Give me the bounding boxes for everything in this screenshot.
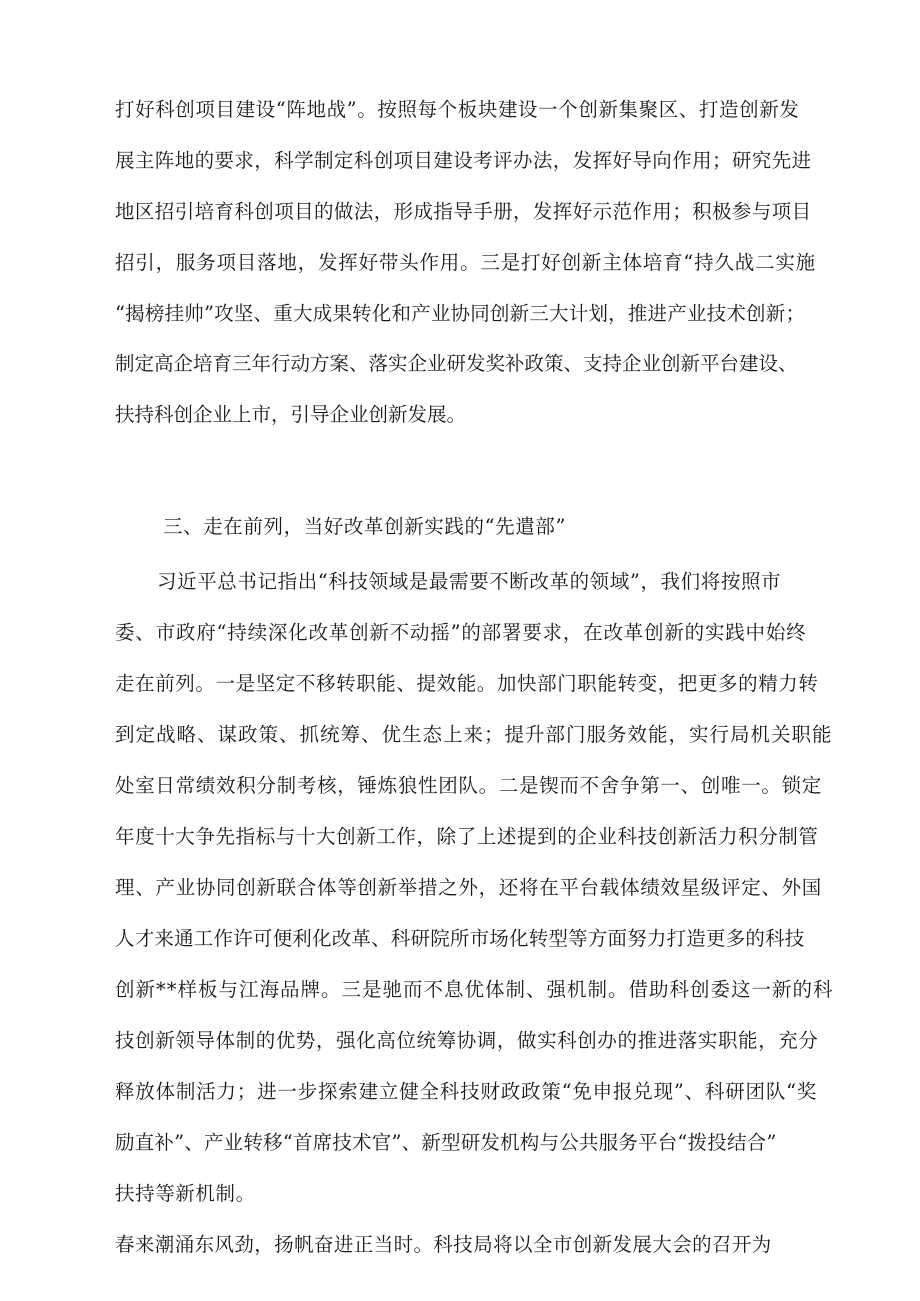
paragraph-2-line-2: 委、市政府“持续深化改革创新不动摇”的部署要求，在改革创新的实践中始终 <box>115 621 807 644</box>
paragraph-2-line-13: 扶持等新机制。 <box>115 1182 256 1205</box>
section-heading: 三、走在前列，当好改革创新实践的“先遣部” <box>163 515 567 538</box>
paragraph-2-line-5: 处室日常绩效积分制考核，锤炼狼性团队。二是锲而不舍争第一、创唯一。锁定 <box>115 774 823 797</box>
paragraph-1-line-5: “揭榜挂帅”攻坚、重大成果转化和产业协同创新三大计划，推进产业技术创新； <box>115 302 806 325</box>
paragraph-2-line-4: 到定战略、谋政策、抓统筹、优生态上来；提升部门服务效能，实行局机关职能 <box>115 723 833 746</box>
paragraph-2-line-11: 释放体制活力；进一步探索建立健全科技财政政策“免申报兑现”、科研团队“奖 <box>115 1080 818 1103</box>
paragraph-3-line-1: 春来潮涌东风劲，扬帆奋进正当时。科技局将以全市创新发展大会的召开为 <box>115 1233 772 1256</box>
paragraph-1-line-2: 展主阵地的要求，科学制定科创项目建设考评办法，发挥好导向作用；研究先进 <box>115 149 812 172</box>
paragraph-1-line-4: 招引，服务项目落地，发挥好带头作用。三是打好创新主体培育“持久战二实施 <box>115 251 816 274</box>
paragraph-2-line-6: 年度十大争先指标与十大创新工作，除了上述提到的企业科技创新活力积分制管 <box>115 825 819 848</box>
paragraph-2-line-7: 理、产业协同创新联合体等创新举措之外，还将在平台载体绩效星级评定、外国 <box>115 876 823 899</box>
paragraph-2-line-12: 励直补”、产业转移“首席技术官”、新型研发机构与公共服务平台“拨投结合” <box>115 1131 777 1154</box>
paragraph-2-line-9: 创新**样板与江海品牌。三是驰而不息优体制、强机制。借助科创委这一新的科 <box>115 978 834 1001</box>
paragraph-2-line-1: 习近平总书记指出“科技领域是最需要不断改革的领域”，我们将按照市 <box>157 570 782 593</box>
paragraph-2-line-3: 走在前列。一是坚定不移转职能、提效能。加快部门职能转变，把更多的精力转 <box>115 672 819 695</box>
paragraph-1-line-1: 打好科创项目建设“阵地战”。按照每个板块建设一个创新集聚区、打造创新发 <box>115 98 800 121</box>
paragraph-1-line-3: 地区招引培育科创项目的做法，形成指导手册，发挥好示范作用；积极参与项目 <box>115 200 812 223</box>
paragraph-2-line-10: 技创新领导体制的优势，强化高位统筹协调，做实科创办的推进落实职能，充分 <box>115 1029 819 1052</box>
paragraph-1-line-7: 扶持科创企业上市，引导企业创新发展。 <box>115 403 467 426</box>
paragraph-1-line-6: 制定高企培育三年行动方案、落实企业研发奖补政策、支持企业创新平台建设、 <box>115 352 798 375</box>
paragraph-2-line-8: 人才来通工作许可便利化改革、科研院所市场化转型等方面努力打造更多的科技 <box>115 927 805 950</box>
